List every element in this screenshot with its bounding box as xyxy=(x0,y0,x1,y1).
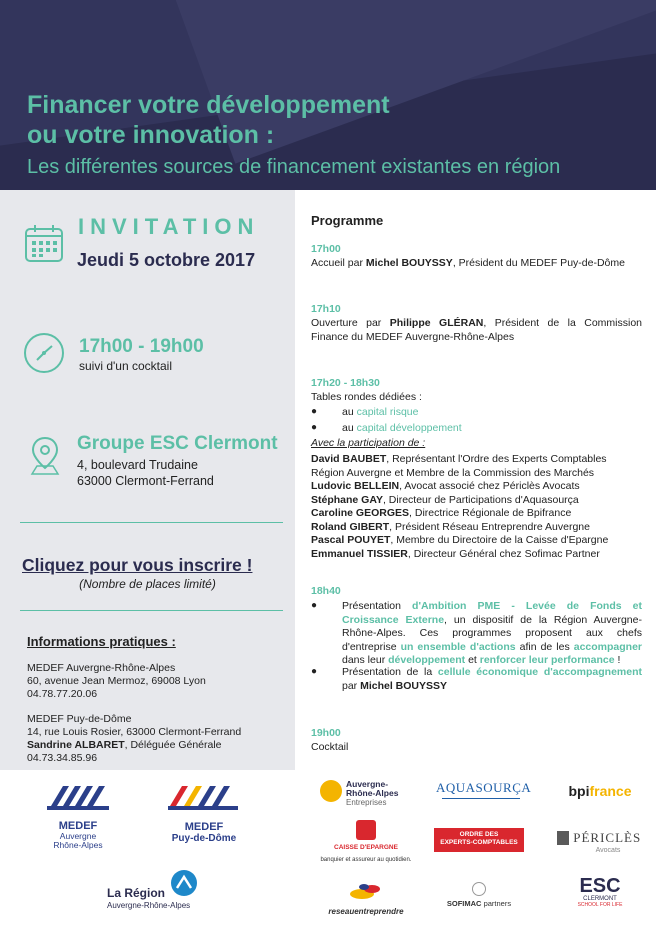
participant-row: Stéphane GAY, Directeur de Participations d'Aquasourça xyxy=(311,493,579,506)
sofimac-logo: SOFIMAC partners xyxy=(434,882,524,908)
event-time: 17h00 - 19h00 xyxy=(79,336,204,357)
participant-row: Ludovic BELLEIN, Avocat associé chez Périclès Avocats xyxy=(311,480,580,492)
org2-phone: 04.73.34.85.96 xyxy=(27,752,98,764)
slot-text: Accueil par Michel BOUYSSY, Président du MEDEF Puy-de-Dôme xyxy=(311,257,625,269)
participation-heading: Avec la participation de : xyxy=(311,437,426,449)
slot-text: Tables rondes dédiées : xyxy=(311,391,422,403)
slot-time: 17h10 xyxy=(311,303,341,315)
event-date: Jeudi 5 octobre 2017 xyxy=(77,250,256,270)
invitation-label: INVITATION xyxy=(78,214,260,239)
bullet-text: au capital développement xyxy=(342,422,462,434)
region-mountain-icon xyxy=(171,870,197,896)
participant-row: David BAUBET, Représentant l'Ordre des Experts Comptables xyxy=(311,453,607,465)
bullet-text: Présentation de la cellule économique d'accompagnement par Michel BOUYSSY xyxy=(342,666,643,692)
org2-contact: Sandrine ALBARET, Déléguée Générale xyxy=(27,739,222,751)
reseau-entreprendre-logo: reseauentreprendre xyxy=(318,880,414,916)
title-line-1: Financer votre développement xyxy=(27,91,390,119)
header-banner xyxy=(0,0,656,190)
org2-address: 14, rue Louis Rosier, 63000 Clermont-Ferrand xyxy=(27,726,242,738)
org1-name: MEDEF Auvergne-Rhône-Alpes xyxy=(27,662,176,674)
org1-address: 60, avenue Jean Mermoz, 69008 Lyon xyxy=(27,675,206,687)
register-link[interactable]: Cliquez pour vous inscrire ! xyxy=(22,555,253,575)
divider xyxy=(20,522,283,523)
aquasourca-logo: AQUASOURÇA xyxy=(436,780,526,801)
clock-icon xyxy=(23,332,65,379)
programme-title: Programme xyxy=(311,213,384,228)
medef-puy-de-dome-logo: MEDEF Puy-de-Dôme xyxy=(158,780,250,844)
bpifrance-logo: bpifrance xyxy=(568,783,632,799)
bullet: ● xyxy=(311,666,318,677)
slot-time: 19h00 xyxy=(311,727,341,739)
bullet: ● xyxy=(311,600,318,611)
slot-time: 17h00 xyxy=(311,243,341,255)
participant-row: Roland GIBERT, Président Réseau Entreprendre Auvergne xyxy=(311,520,590,533)
slot-text: Cocktail xyxy=(311,741,349,753)
calendar-icon xyxy=(24,223,64,268)
org2-name: MEDEF Puy-de-Dôme xyxy=(27,713,132,725)
venue-address-1: 4, boulevard Trudaine xyxy=(77,458,198,472)
participant-row: Emmanuel TISSIER, Directeur Général chez Sofimac Partner xyxy=(311,547,600,560)
slot-text: Ouverture par Philippe GLÉRAN, Président de la Commission Finance du MEDEF Auvergne-Rhône-Alpes xyxy=(311,317,642,343)
register-note: (Nombre de places limité) xyxy=(79,577,216,591)
caisse-epargne-logo: CAISSE D'EPARGNE banquier et assureur au quotidien. xyxy=(318,820,414,863)
slot-time: 17h20 - 18h30 xyxy=(311,377,380,389)
org1-phone: 04.78.77.20.06 xyxy=(27,688,98,700)
squirrel-icon xyxy=(356,820,376,840)
ara-entreprises-logo: Auvergne- Rhône-Alpes Entreprises xyxy=(320,778,410,810)
bullet-text: au capital risque xyxy=(342,406,419,418)
event-time-note: suivi d'un cocktail xyxy=(79,359,172,373)
subtitle: Les différentes sources de financement existantes en région xyxy=(27,156,561,178)
ordre-experts-comptables-logo: ORDRE DES EXPERTS-COMPTABLES xyxy=(434,828,524,852)
bullet: ● xyxy=(311,406,318,417)
pericles-logo: PÉRICLÈS Avocats xyxy=(556,829,642,854)
esc-clermont-logo: ESC CLERMONT SCHOOL FOR LIFE xyxy=(577,875,623,908)
participant-row: Caroline GEORGES, Directrice Régionale de Bpifrance xyxy=(311,507,572,519)
location-pin-icon xyxy=(29,436,61,481)
slot-time: 18h40 xyxy=(311,585,341,597)
practical-info-title: Informations pratiques : xyxy=(27,634,176,649)
divider xyxy=(20,610,283,611)
bullet-text: Présentation d'Ambition PME - Levée de Fonds et Croissance Externe, un dispositif de la Région Auvergne-Rhône-Alpes. Ces programmes proposent aux chefs d'entreprise un ensemble d'actions afin de les accompagner dans leur développement et renforcer leur performance ! xyxy=(342,600,643,666)
title-line-2: ou votre innovation : xyxy=(27,121,275,149)
participant-row: Région Auvergne et Membre de la Commission des Marchés xyxy=(311,466,595,479)
medef-ara-logo: MEDEF Auvergne Rhône-Alpes xyxy=(38,778,118,850)
venue-address-2: 63000 Clermont-Ferrand xyxy=(77,474,214,488)
venue-name: Groupe ESC Clermont xyxy=(77,433,278,454)
bullet: ● xyxy=(311,422,318,433)
participant-row: Pascal POUYET, Membre du Directoire de la Caisse d'Epargne xyxy=(311,534,609,546)
